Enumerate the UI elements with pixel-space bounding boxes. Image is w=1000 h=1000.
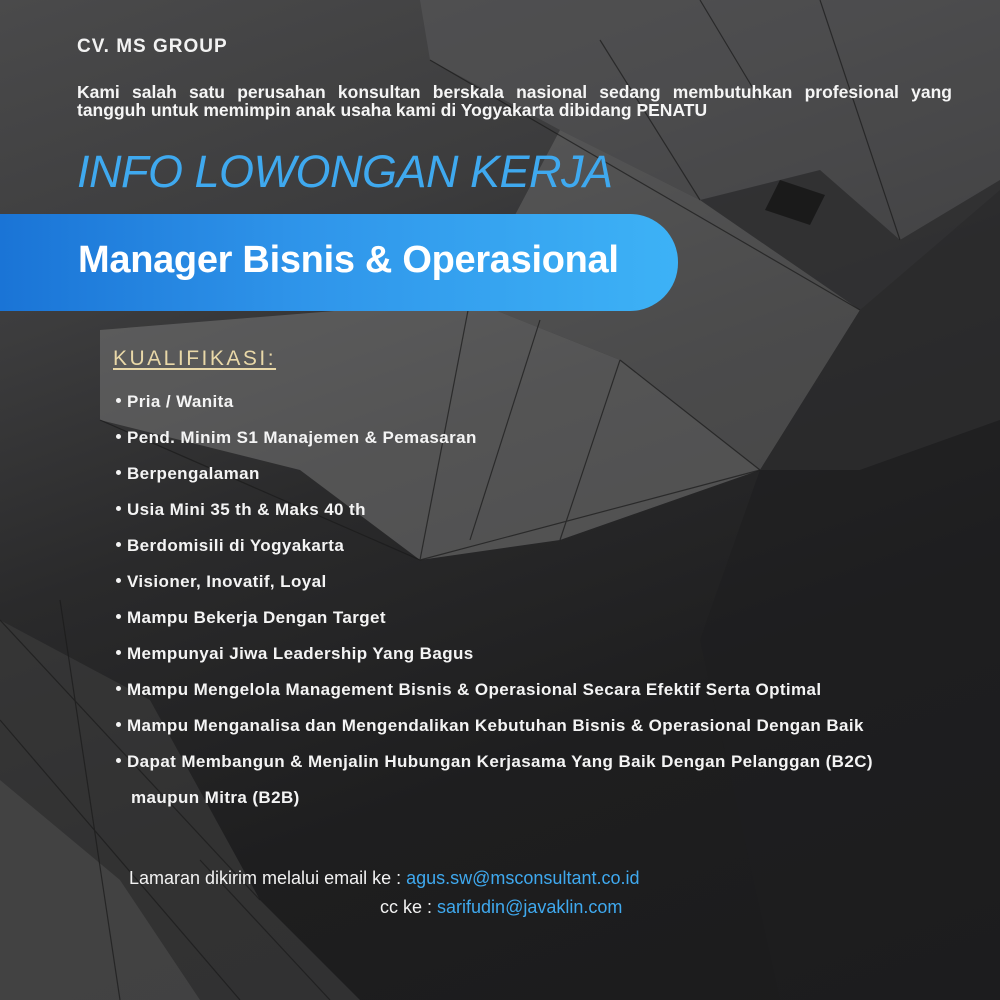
bullet-icon [116,542,121,547]
contact-cc-label: cc ke : [380,897,433,917]
bullet-icon [116,758,121,763]
list-item: Visioner, Inovatif, Loyal [116,564,873,600]
headline: INFO LOWONGAN KERJA [77,146,613,197]
bullet-icon [116,434,121,439]
qualifications-heading: KUALIFIKASI: [113,347,277,370]
company-name: CV. MS GROUP [77,36,228,57]
cc-email-link[interactable]: sarifudin@javaklin.com [437,897,623,917]
contact-cc [380,897,622,918]
contact-primary-label: Lamaran dikirim melalui email ke : [129,868,402,888]
intro-paragraph: Kami salah satu perusahan konsultan berskala nasional sedang membutuhkan profesional yang tangguh untuk memimpin anak usaha kami di Yogyakarta dibidang PENATU [77,82,952,120]
position-title: Manager Bisnis & Operasional [78,239,619,281]
bullet-icon [116,470,121,475]
bullet-icon [116,614,121,619]
list-item: Pria / Wanita [116,384,873,420]
list-item: Pend. Minim S1 Manajemen & Pemasaran [116,420,873,456]
bullet-icon [116,686,121,691]
list-item: Berdomisili di Yogyakarta [116,528,873,564]
list-item: Usia Mini 35 th & Maks 40 th [116,492,873,528]
list-item: Dapat Membangun & Menjalin Hubungan Kerjasama Yang Baik Dengan Pelanggan (B2C) [116,744,873,780]
list-item: Mempunyai Jiwa Leadership Yang Bagus [116,636,873,672]
list-item: Berpengalaman [116,456,873,492]
qualifications-list [116,384,873,816]
list-item: Mampu Mengelola Management Bisnis & Operasional Secara Efektif Serta Optimal [116,672,873,708]
bullet-icon [116,650,121,655]
bullet-icon [116,506,121,511]
bullet-icon [116,578,121,583]
primary-email-link[interactable]: agus.sw@msconsultant.co.id [406,868,640,888]
list-item-continuation: maupun Mitra (B2B) [131,788,300,807]
list-item: Mampu Menganalisa dan Mengendalikan Kebutuhan Bisnis & Operasional Dengan Baik [116,708,873,744]
bullet-icon [116,398,121,403]
bullet-icon [116,722,121,727]
contact-primary [129,868,640,889]
list-item: Mampu Bekerja Dengan Target [116,600,873,636]
